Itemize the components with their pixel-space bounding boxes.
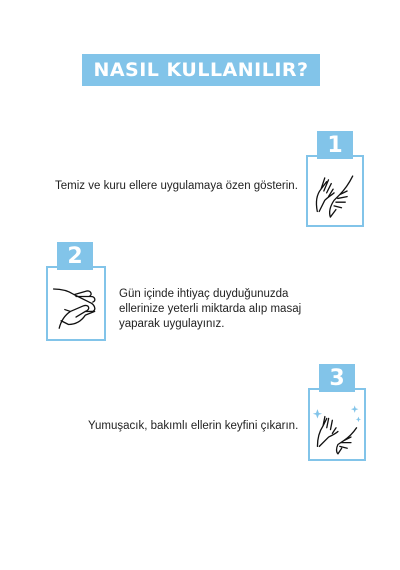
page-title: NASIL KULLANILIR? bbox=[93, 59, 309, 81]
step-1-number: 1 bbox=[327, 132, 343, 158]
step-3-number: 3 bbox=[329, 365, 345, 391]
hand-massage-icon bbox=[48, 268, 104, 339]
step-1-badge bbox=[317, 131, 353, 159]
step-2-number: 2 bbox=[67, 243, 83, 269]
step-2-frame bbox=[46, 266, 106, 341]
hands-together-icon bbox=[308, 157, 362, 225]
title-banner bbox=[82, 54, 320, 86]
step-1-text: Temiz ve kuru ellere uygulamaya özen gösterin. bbox=[55, 180, 298, 192]
step-3-frame bbox=[308, 388, 366, 461]
sparkling-hands-icon bbox=[310, 390, 364, 459]
step-1-frame bbox=[306, 155, 364, 227]
step-3-badge bbox=[319, 364, 355, 392]
step-2-badge bbox=[57, 242, 93, 270]
step-2-text: Gün içinde ihtiyaç duyduğunuzda ellerinize yeterli miktarda alıp masaj yaparak uygulayınız. bbox=[119, 288, 302, 330]
step-3-text: Yumuşacık, bakımlı ellerin keyfini çıkarın. bbox=[88, 420, 299, 432]
